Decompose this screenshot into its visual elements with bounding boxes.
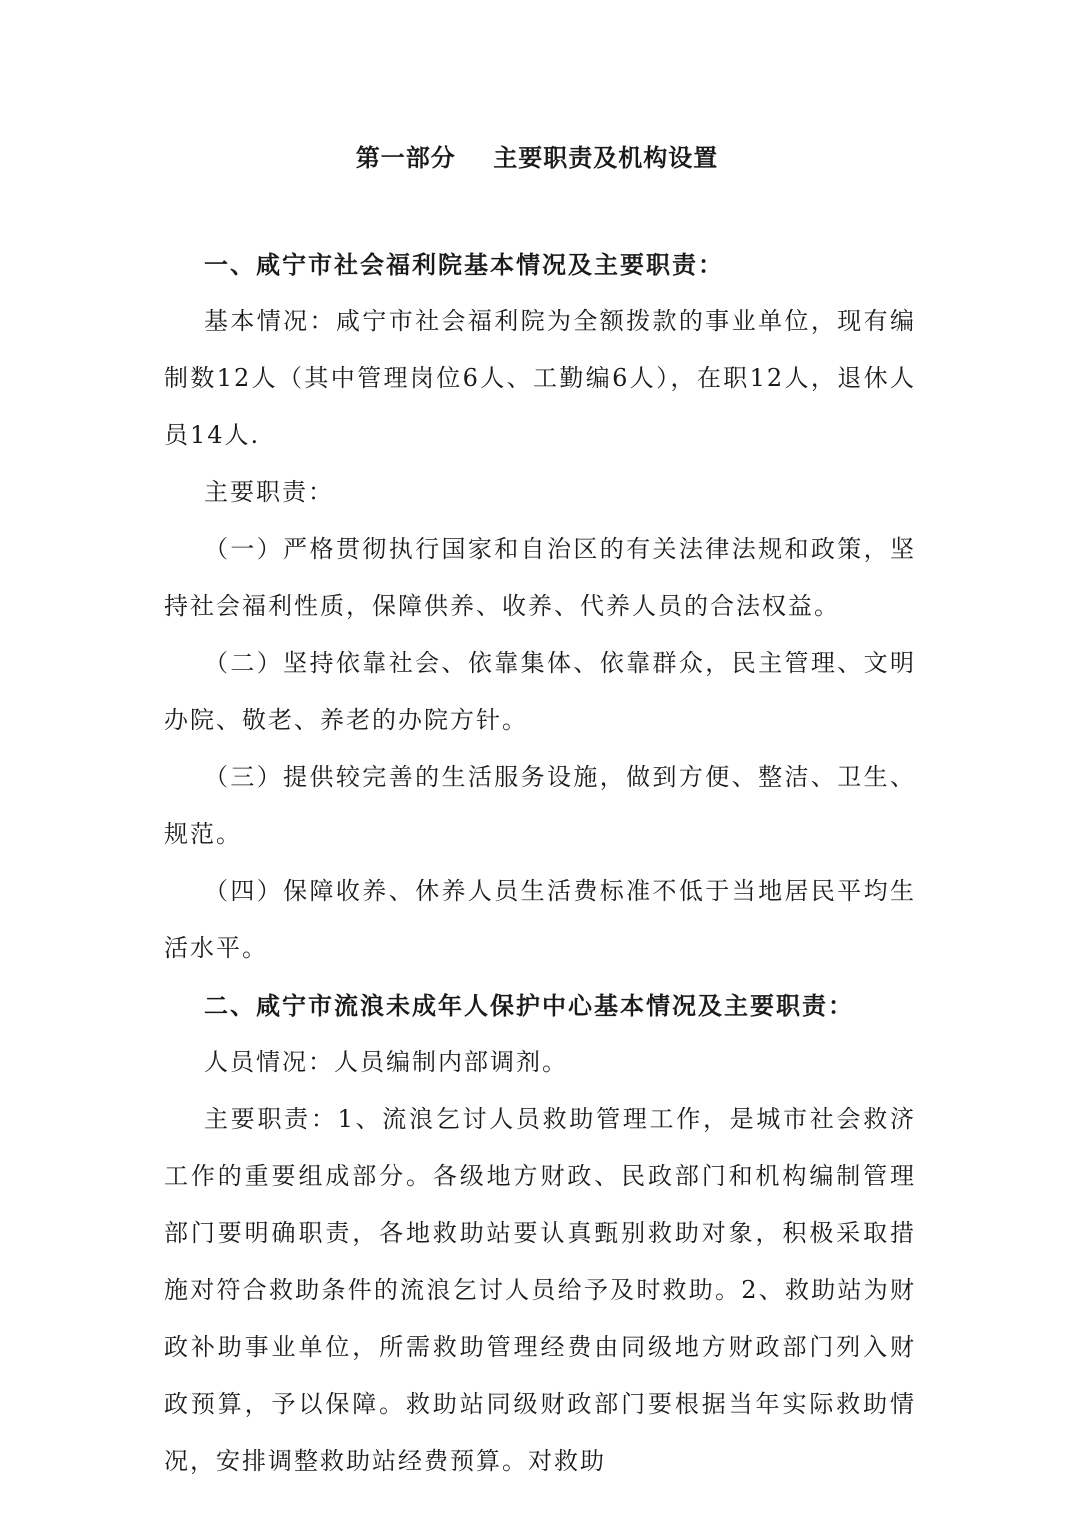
section2-duties-text: 主要职责：1、流浪乞讨人员救助管理工作，是城市社会救济工作的重要组成部分。各级地方财政、民政部门和机构编制管理部门要明确职责，各地救助站要认真甄别救助对象，积极采取措施对符合救助条件的流浪乞讨人员给予及时救助。2、救助站为财政补助事业单位，所需救助管理经费由同级地方财政部门列入财政预算，予以保障。救助站同级财政部门要根据当年实际救助情况，安排调整救助站经费预算。对救助: [164, 1105, 916, 1475]
section1-duty-item: （一）严格贯彻执行国家和自治区的有关法律法规和政策，坚持社会福利性质，保障供养、收养、代养人员的合法权益。: [164, 535, 916, 620]
section1-basic-info: 基本情况：咸宁市社会福利院为全额拨款的事业单位，现有编制数12人（其中管理岗位6人、工勤编6人），在职12人，退休人员14人.: [164, 307, 916, 449]
section1-duty-item: （三）提供较完善的生活服务设施，做到方便、整洁、卫生、规范。: [164, 763, 916, 848]
section2-staff-info: 人员情况：人员编制内部调剂。: [204, 1048, 568, 1076]
document-body: [164, 236, 916, 1490]
section2-heading: 二、咸宁市流浪未成年人保护中心基本情况及主要职责：: [204, 991, 854, 1020]
section1-duty-item: （二）坚持依靠社会、依靠集体、依靠群众，民主管理、文明办院、敬老、养老的办院方针。: [164, 649, 916, 734]
section1-duty-item: （四）保障收养、休养人员生活费标准不低于当地居民平均生活水平。: [164, 877, 916, 962]
section1-heading: 一、咸宁市社会福利院基本情况及主要职责：: [204, 250, 724, 279]
section1-duties-label: 主要职责：: [204, 478, 334, 506]
page-title: 第一部分 主要职责及机构设置: [355, 143, 719, 172]
